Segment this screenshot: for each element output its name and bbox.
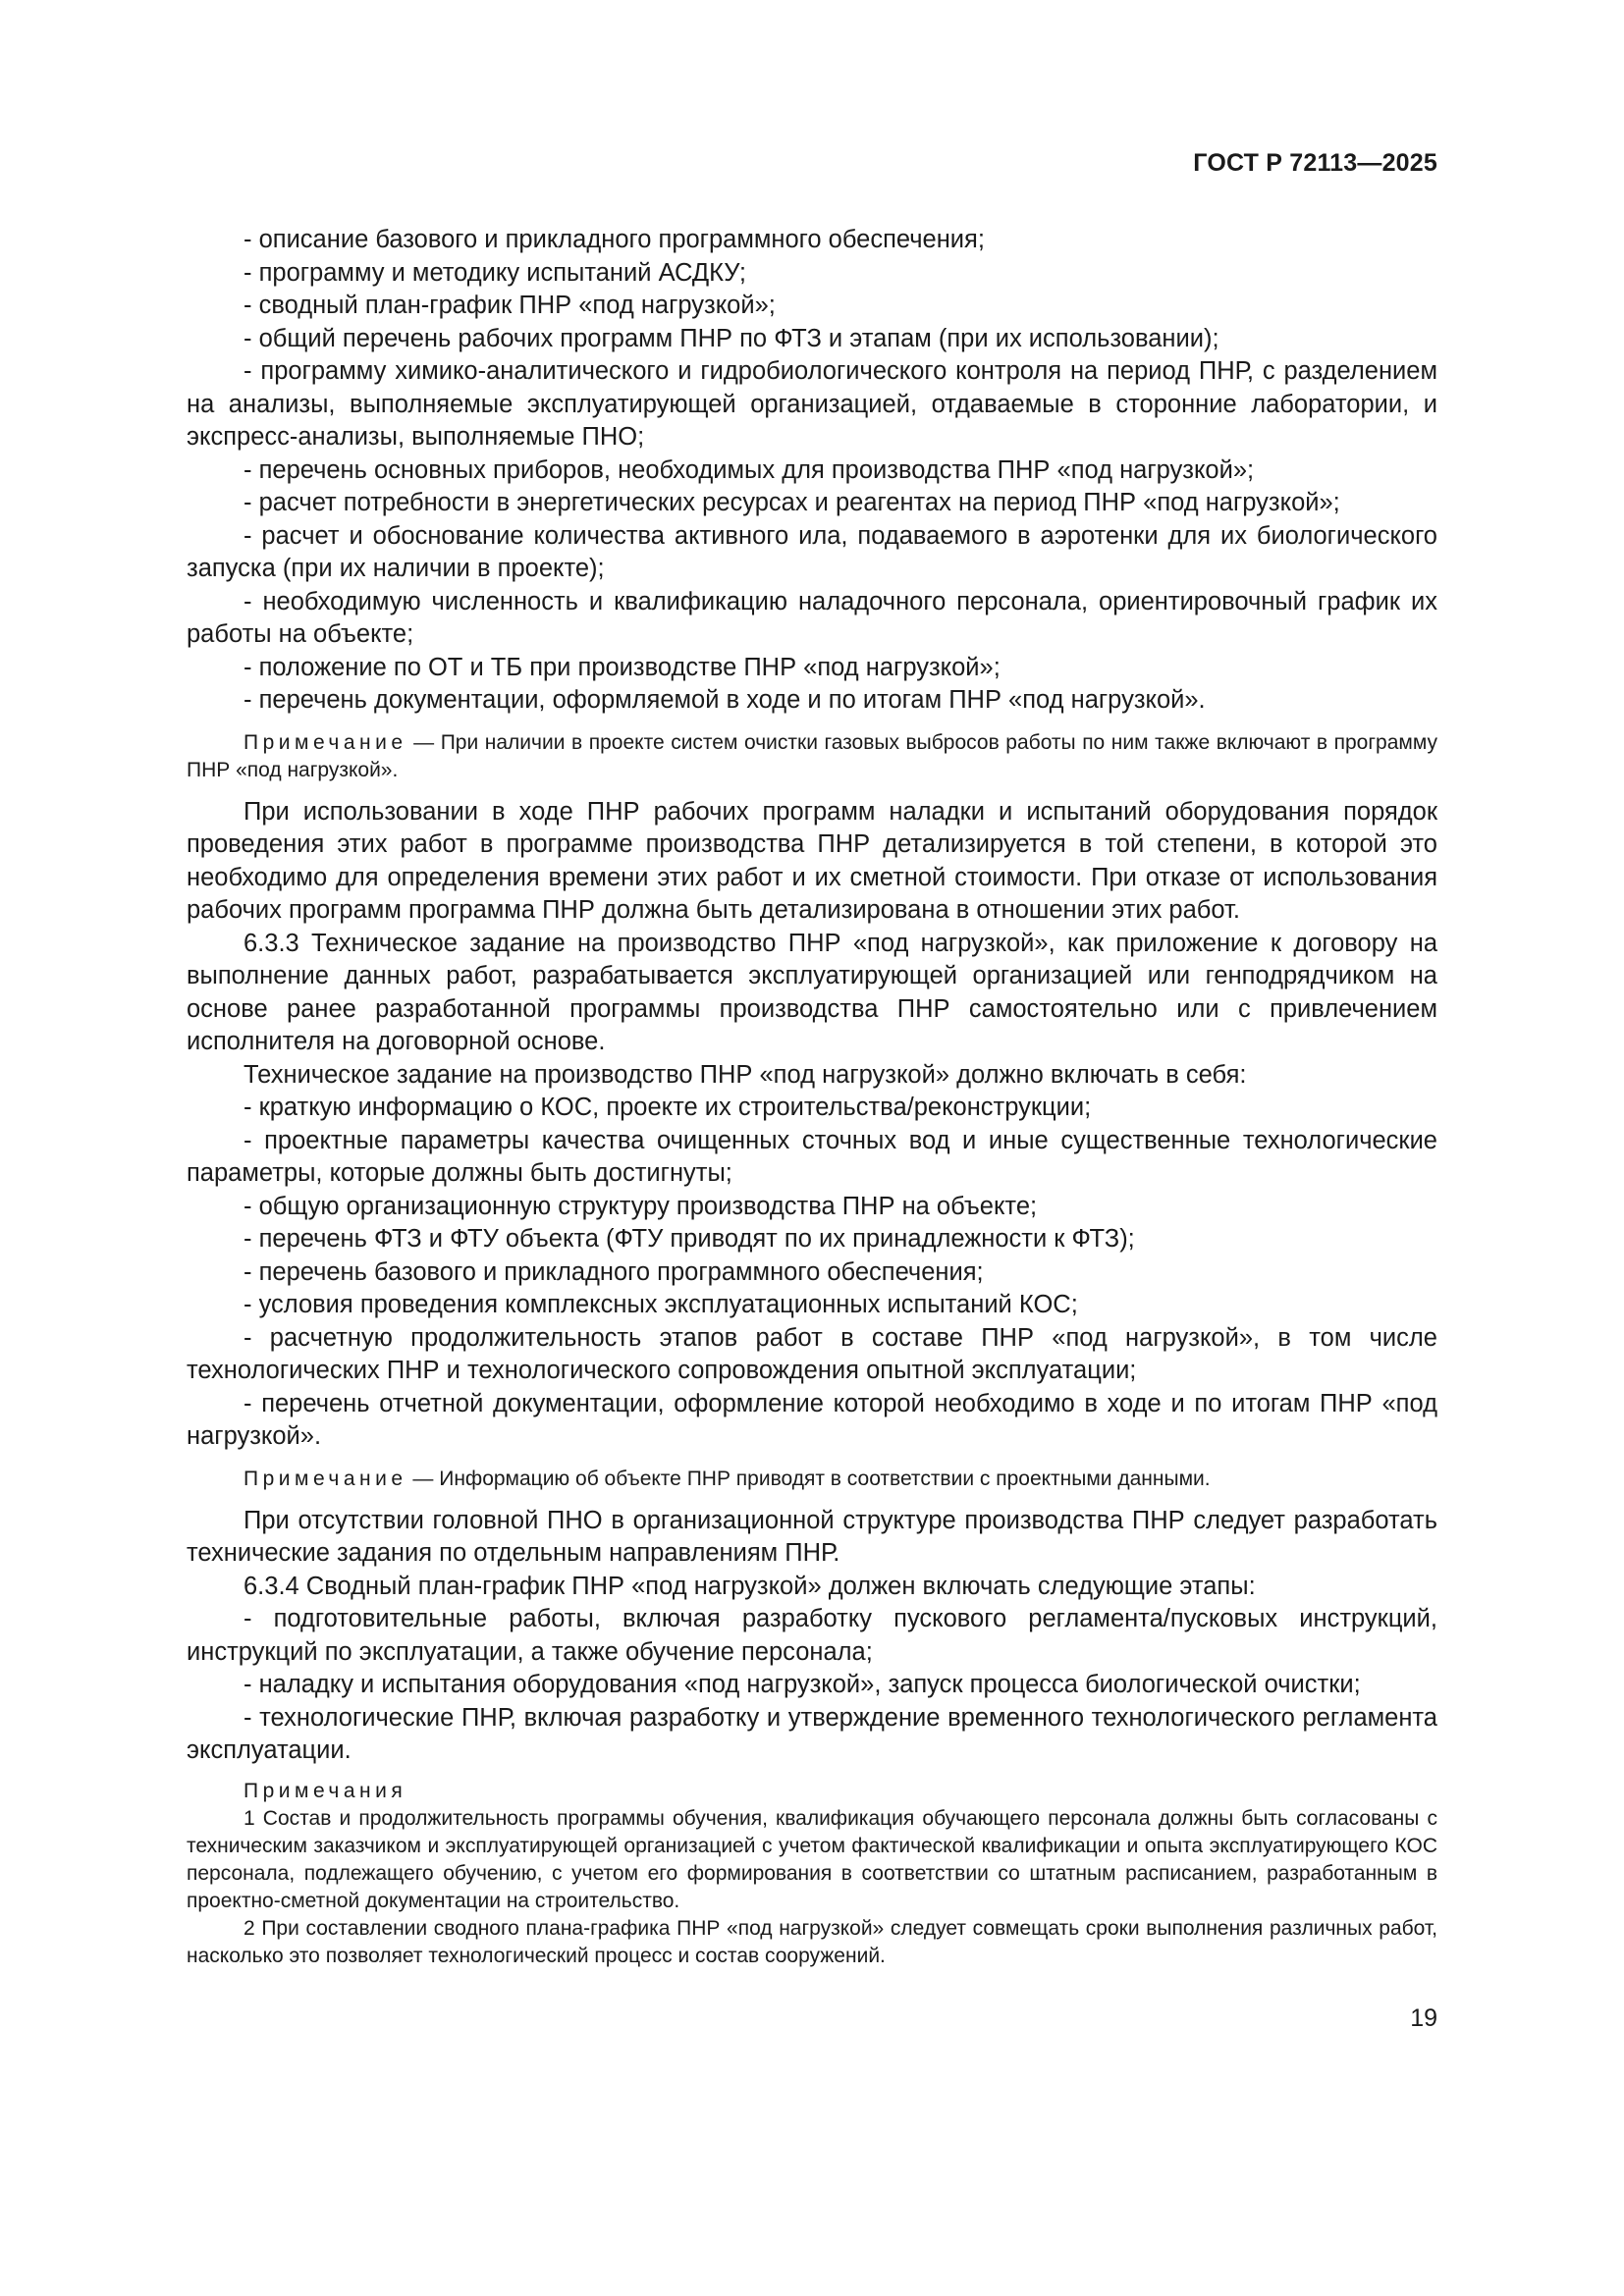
document-header: ГОСТ Р 72113—2025	[1193, 149, 1437, 177]
list-item: - проектные параметры качества очищенных сточных вод и иные существенные технологические параметры, которые должны быть достигнуты;	[187, 1126, 1437, 1187]
page-content	[187, 224, 1437, 1970]
list-item: - перечень отчетной документации, оформление которой необходимо в ходе и по итогам ПНР «под нагрузкой».	[187, 1389, 1437, 1450]
list-item: - описание базового и прикладного программного обеспечения;	[244, 226, 985, 253]
paragraph-no-head-pno: При отсутствии головной ПНО в организационной структуре производства ПНР следует разработать технические задания по отдельным направлениям ПНР.	[187, 1506, 1437, 1567]
list-item: - условия проведения комплексных эксплуатационных испытаний КОС;	[244, 1291, 1078, 1318]
list-item: - перечень ФТЗ и ФТУ объекта (ФТУ приводят по их принадлежности к ФТЗ);	[244, 1225, 1135, 1253]
paragraph-work-programs: При использовании в ходе ПНР рабочих программ наладки и испытаний оборудования порядок проведения этих работ в программе производства ПНР детализируется в той степени, в которой это необходимо для определения времени этих работ и их сметной стоимости. При отказе от использования рабочих программ программа ПНР должна быть детализирована в отношении этих работ.	[187, 797, 1437, 924]
list-item: - общий перечень рабочих программ ПНР по ФТЗ и этапам (при их использовании);	[244, 324, 1219, 352]
note-object-info	[187, 1466, 1437, 1493]
list-item: - наладку и испытания оборудования «под нагрузкой», запуск процесса биологической очистки;	[244, 1671, 1361, 1698]
paragraph-6-3-3: 6.3.3 Техническое задание на производство ПНР «под нагрузкой», как приложение к договору на выполнение данных работ, разрабатывается эксплуатирующей организацией или генподрядчиком на основе ранее разработанной программы производства ПНР самостоятельно или с привлечением исполнителя на договорной основе.	[187, 929, 1437, 1055]
list-item: - расчетную продолжительность этапов работ в составе ПНР «под нагрузкой», в том числе технологических ПНР и технологического сопровождения опытной эксплуатации;	[187, 1323, 1437, 1384]
list-item: - общую организационную структуру производства ПНР на объекте;	[244, 1192, 1038, 1220]
list-item: - необходимую численность и квалификацию наладочного персонала, ориентировочный график их работы на объекте;	[187, 587, 1437, 648]
note-label: Примечание	[244, 1467, 407, 1490]
list-item: - положение по ОТ и ТБ при производстве ПНР «под нагрузкой»;	[244, 653, 1001, 681]
notes-block	[187, 1778, 1437, 1970]
list-tech-task-contents	[187, 1092, 1437, 1454]
list-item: - технологические ПНР, включая разработку и утверждение временного технологического регламента эксплуатации.	[187, 1703, 1437, 1764]
list-item: - подготовительные работы, включая разработку пускового регламента/пусковых инструкций, инструкций по эксплуатации, а также обучение персонала;	[187, 1605, 1437, 1666]
list-item: - расчет потребности в энергетических ресурсах и реагентах на период ПНР «под нагрузкой»;	[244, 489, 1340, 516]
list-item: - краткую информацию о КОС, проекте их строительства/реконструкции;	[244, 1094, 1092, 1121]
list-item: - программу и методику испытаний АСДКУ;	[244, 258, 747, 287]
list-item: - перечень основных приборов, необходимых для производства ПНР «под нагрузкой»;	[244, 455, 1255, 484]
note-text: — Информацию об объекте ПНР приводят в соответствии с проектными данными.	[406, 1467, 1211, 1490]
list-program-contents	[187, 224, 1437, 718]
note-item: 1 Состав и продолжительность программы обучения, квалификация обучающего персонала должны быть согласованы с техническим заказчиком и эксплуатирующей организацией с учетом фактической квалификации и опыта эксплуатирующего КОС персонала, подлежащего обучению, с учетом его формирования в соответствии со штатным расписанием, разработанным в проектно-сметной документации на строительство.	[187, 1806, 1437, 1912]
note-text: — При наличии в проекте систем очистки газовых выбросов работы по ним также включают в программу ПНР «под нагрузкой».	[187, 730, 1437, 781]
list-item: - сводный план-график ПНР «под нагрузкой»;	[244, 292, 776, 319]
notes-label: Примечания	[244, 1779, 407, 1802]
note-label: Примечание	[244, 730, 407, 754]
note-gas-emissions	[187, 729, 1437, 784]
list-item: - программу химико-аналитического и гидробиологического контроля на период ПНР, с разделением на анализы, выполняемые эксплуатирующей организацией, отдаваемые в сторонние лаборатории, и экспресс-анализы, выполняемые ПНО;	[187, 357, 1437, 451]
list-schedule-stages	[187, 1603, 1437, 1768]
page-number: 19	[1410, 2004, 1437, 2032]
list-item: - перечень документации, оформляемой в ходе и по итогам ПНР «под нагрузкой».	[244, 686, 1206, 714]
note-item: 2 При составлении сводного плана-графика ПНР «под нагрузкой» следует совмещать сроки выполнения различных работ, насколько это позволяет технологический процесс и состав сооружений.	[187, 1916, 1437, 1967]
list-item: - расчет и обоснование количества активного ила, подаваемого в аэротенки для их биологического запуска (при их наличии в проекте);	[187, 521, 1437, 582]
paragraph-6-3-4: 6.3.4 Сводный план-график ПНР «под нагрузкой» должен включать следующие этапы:	[244, 1572, 1256, 1600]
paragraph-tech-task-includes: Техническое задание на производство ПНР «под нагрузкой» должно включать в себя:	[244, 1060, 1247, 1089]
list-item: - перечень базового и прикладного программного обеспечения;	[244, 1257, 984, 1286]
